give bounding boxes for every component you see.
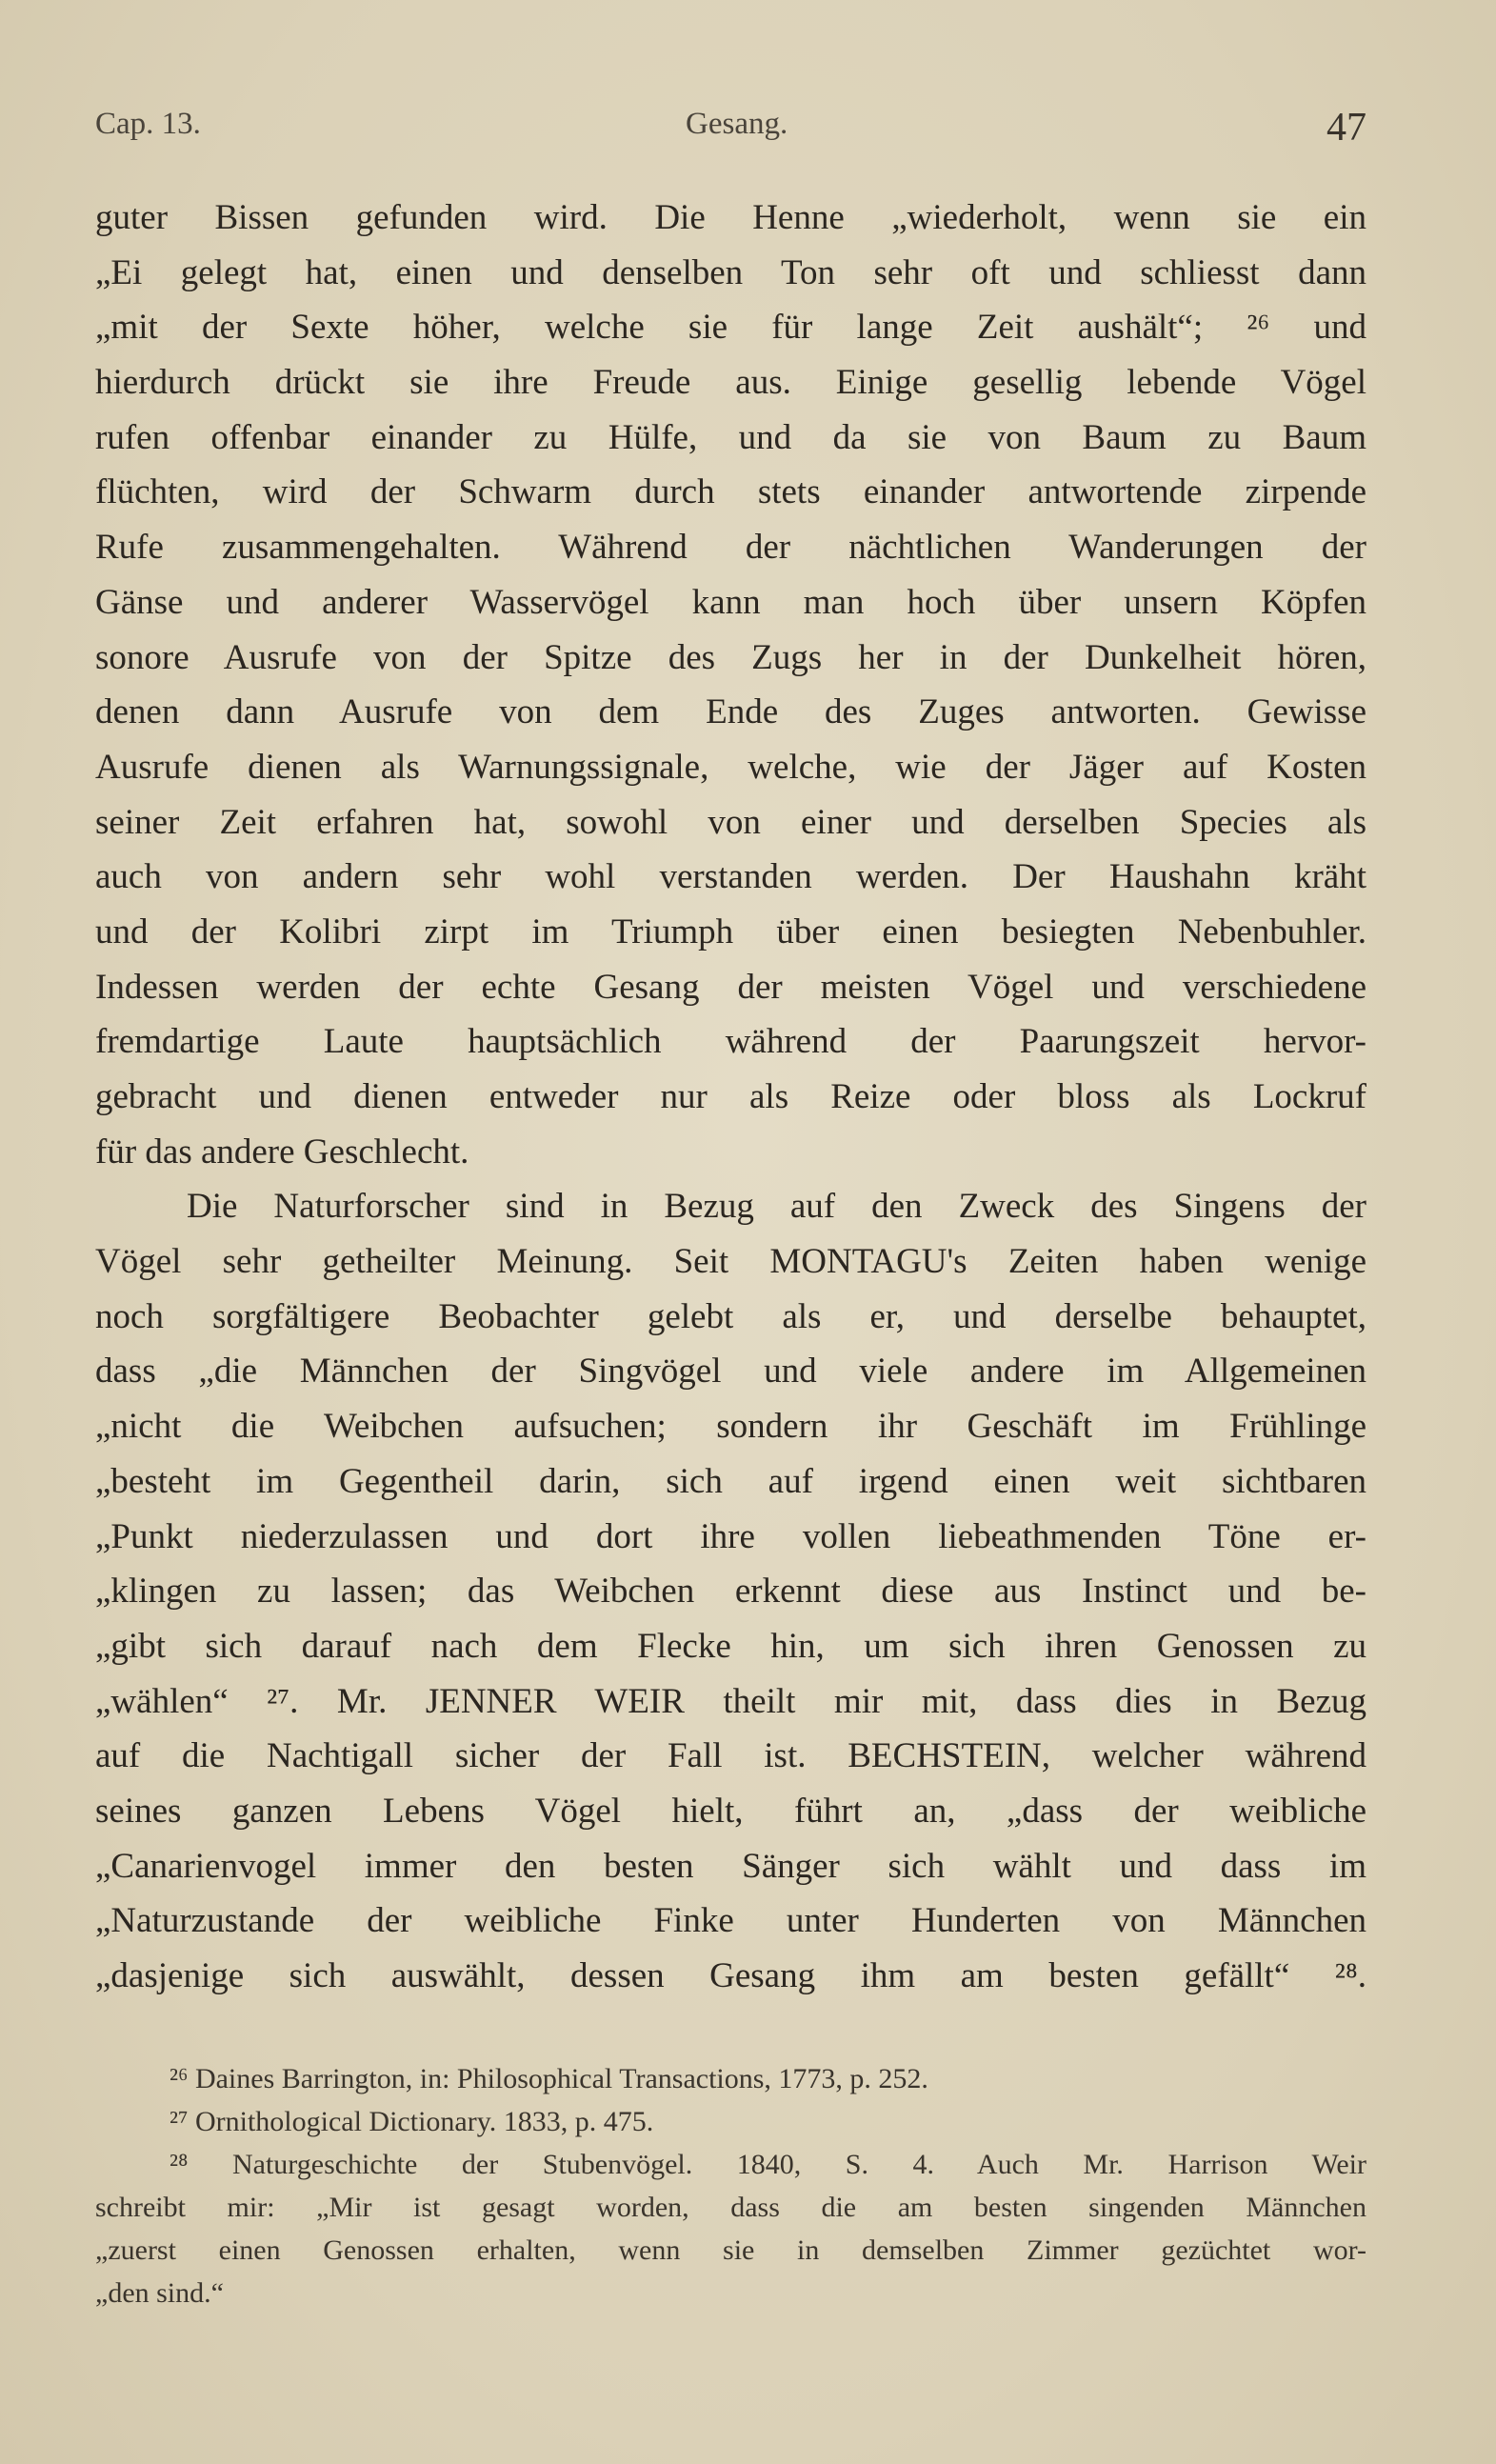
footnote-26: ²⁶ Daines Barrington, in: Philosophical Transactions, 1773, p. 252.: [170, 2063, 928, 2094]
body-text: [95, 190, 1366, 2004]
text-line: Gänse und anderer Wasservögel kann man hoch über unsern Köpfen: [95, 582, 1366, 622]
text-line: flüchten, wird der Schwarm durch stets einander antwortende zirpende: [95, 472, 1366, 512]
text-line: seines ganzen Lebens Vögel hielt, führt an, „dass der weibliche: [95, 1791, 1366, 1831]
text-line: Vögel sehr getheilter Meinung. Seit MONTAGU's Zeiten haben wenige: [95, 1242, 1366, 1282]
text-line: hierdurch drückt sie ihre Freude aus. Einige gesellig lebende Vögel: [95, 363, 1366, 403]
text-line: „Punkt niederzulassen und dort ihre vollen liebeathmenden Töne er-: [95, 1516, 1366, 1556]
paragraph-end-line: für das andere Geschlecht.: [95, 1132, 469, 1172]
text-line: denen dann Ausrufe von dem Ende des Zuges antworten. Gewisse: [95, 692, 1366, 732]
footnote-27: ²⁷ Ornithological Dictionary. 1833, p. 475.: [170, 2106, 654, 2137]
chapter-label: Cap. 13.: [95, 107, 201, 141]
running-title: Gesang.: [686, 107, 788, 141]
text-line: sonore Ausrufe von der Spitze des Zugs her in der Dunkelheit hören,: [95, 637, 1366, 677]
footnote-line: „den sind.“: [95, 2277, 224, 2309]
footnote-line: „zuerst einen Genossen erhalten, wenn sie in demselben Zimmer gezüchtet wor-: [95, 2234, 1366, 2266]
text-line: und der Kolibri zirpt im Triumph über einen besiegten Nebenbuhler.: [95, 911, 1366, 952]
text-line: seiner Zeit erfahren hat, sowohl von einer und derselben Species als: [95, 802, 1366, 842]
text-line: dass „die Männchen der Singvögel und viele andere im Allgemeinen: [95, 1352, 1366, 1392]
text-line: gebracht und dienen entweder nur als Reize oder bloss als Lockruf: [95, 1077, 1366, 1116]
text-line: Indessen werden der echte Gesang der meisten Vögel und verschiedene: [95, 967, 1366, 1007]
footnote-28: ²⁸ Naturgeschichte der Stubenvögel. 1840, S. 4. Auch Mr. Harrison Weir: [170, 2149, 1366, 2180]
text-line: fremdartige Laute hauptsächlich während der Paarungszeit hervor-: [95, 1022, 1366, 1062]
text-line: auf die Nachtigall sicher der Fall ist. BECHSTEIN, welcher während: [95, 1736, 1366, 1776]
text-line: „klingen zu lassen; das Weibchen erkennt diese aus Instinct und be-: [95, 1572, 1366, 1612]
text-line: „mit der Sexte höher, welche sie für lange Zeit aushält“; ²⁶ und: [95, 308, 1366, 348]
footnote-line: schreibt mir: „Mir ist gesagt worden, dass die am besten singenden Männchen: [95, 2192, 1366, 2223]
text-line: Ausrufe dienen als Warnungssignale, welche, wie der Jäger auf Kosten: [95, 747, 1366, 787]
text-line: „nicht die Weibchen aufsuchen; sondern ihr Geschäft im Frühlinge: [95, 1407, 1366, 1447]
text-line: „Ei gelegt hat, einen und denselben Ton sehr oft und schliesst dann: [95, 252, 1366, 292]
text-line: rufen offenbar einander zu Hülfe, und da sie von Baum zu Baum: [95, 417, 1366, 457]
text-line: noch sorgfältigere Beobachter gelebt als er, und derselbe behauptet,: [95, 1296, 1366, 1336]
text-line: „gibt sich darauf nach dem Flecke hin, um sich ihren Genossen zu: [95, 1626, 1366, 1666]
text-line: auch von andern sehr wohl verstanden werden. Der Haushahn kräht: [95, 857, 1366, 897]
running-head: [95, 107, 1366, 164]
text-line: guter Bissen gefunden wird. Die Henne „wiederholt, wenn sie ein: [95, 198, 1366, 237]
footnotes: [95, 2057, 1366, 2314]
text-line: Rufe zusammengehalten. Während der nächtlichen Wanderungen der: [95, 528, 1366, 568]
text-line: „besteht im Gegentheil darin, sich auf irgend einen weit sichtbaren: [95, 1461, 1366, 1501]
paragraph-start-line: Die Naturforscher sind in Bezug auf den Zweck des Singens der: [187, 1187, 1366, 1227]
page-number: 47: [1326, 106, 1366, 150]
text-line: „Canarienvogel immer den besten Sänger sich wählt und dass im: [95, 1846, 1366, 1886]
text-line: „dasjenige sich auswählt, dessen Gesang ihm am besten gefällt“ ²⁸.: [95, 1956, 1366, 1995]
text-line: „wählen“ ²⁷. Mr. JENNER WEIR theilt mir mit, dass dies in Bezug: [95, 1681, 1366, 1721]
text-line: „Naturzustande der weibliche Finke unter Hunderten von Männchen: [95, 1901, 1366, 1941]
